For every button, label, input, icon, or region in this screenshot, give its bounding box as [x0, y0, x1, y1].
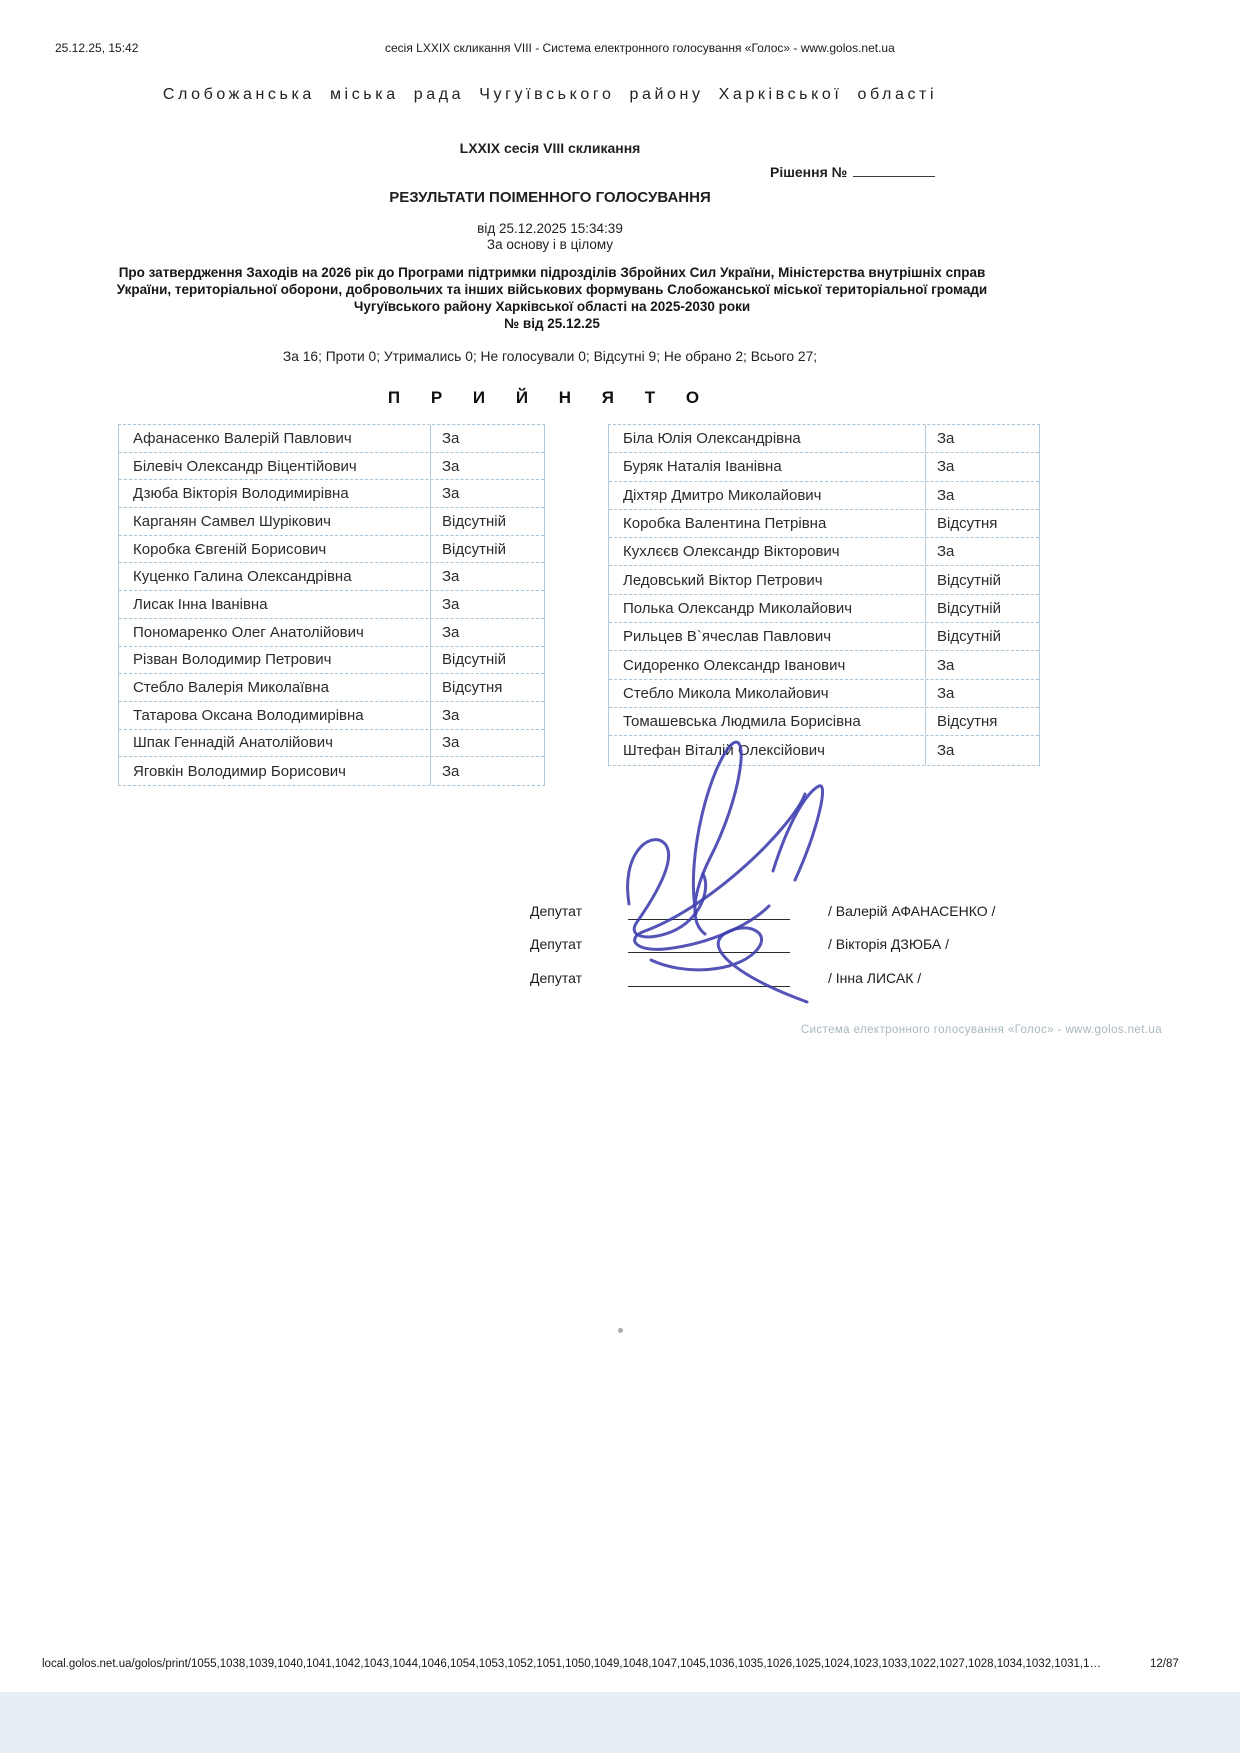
vote-value: За — [937, 486, 955, 504]
page-number: 12/87 — [1150, 1658, 1179, 1670]
vote-value: За — [937, 656, 955, 674]
vote-table-row — [609, 595, 1039, 623]
system-watermark: Система електронного голосування «Голос» - www.golos.net.ua — [800, 1024, 1162, 1036]
vote-table-row — [119, 591, 544, 619]
vote-value: Відсутній — [937, 599, 1001, 617]
vote-table-right — [608, 424, 1040, 766]
vote-value: За — [442, 429, 460, 447]
vote-table-row — [609, 708, 1039, 736]
deputy-name: Рильцев В`ячеслав Павлович — [609, 623, 926, 650]
signer-name: / Валерій АФАНАСЕНКО / — [828, 903, 996, 919]
deputy-name: Різван Володимир Петрович — [119, 647, 431, 674]
deputy-name: Стебло Валерія Миколаївна — [119, 674, 431, 701]
vote-table-row — [119, 563, 544, 591]
vote-value: За — [937, 543, 955, 561]
deputy-name: Карганян Самвел Шурікович — [119, 508, 431, 535]
vote-table-row — [119, 619, 544, 647]
deputy-name: Татарова Оксана Володимирівна — [119, 702, 431, 729]
vote-table-row — [609, 623, 1039, 651]
vote-table-row — [609, 538, 1039, 566]
vote-table-row — [119, 647, 544, 675]
vote-value: Відсутній — [442, 540, 506, 558]
vote-table-row — [609, 680, 1039, 708]
vote-subject-number: № від 25.12.25 — [504, 316, 600, 331]
vote-table-row — [119, 536, 544, 564]
signer-name: / Інна ЛИСАК / — [828, 970, 922, 986]
handwritten-signature — [593, 736, 858, 1006]
deputy-name: Ледовський Віктор Петрович — [609, 566, 926, 593]
vote-subject — [111, 264, 993, 332]
deputy-name: Біла Юлія Олександрівна — [609, 425, 926, 452]
result-status: П Р И Й Н Я Т О — [387, 388, 713, 407]
bottom-band — [0, 1692, 1240, 1753]
deputy-name: Афанасенко Валерій Павлович — [119, 425, 431, 452]
vote-subject-text: Про затвердження Заходів на 2026 рік до Програми підтримки підрозділів Збройних Сил України, Міністерства внутрішніх справ України, територіальної оборони, добровольчих та інших військових формувань Слобожанської міської територіальної громади Чугуївського району Харківської області на 2025-2030 роки — [116, 265, 988, 314]
vote-value: За — [937, 684, 955, 702]
deputy-name: Коробка Валентина Петрівна — [609, 510, 926, 537]
deputy-name: Шпак Геннадій Анатолійович — [119, 730, 431, 757]
vote-value: Відсутня — [937, 713, 998, 731]
deputy-name: Сидоренко Олександр Іванович — [609, 651, 926, 678]
vote-value: За — [442, 485, 460, 503]
deputy-name: Діхтяр Дмитро Миколайович — [609, 482, 926, 509]
deputy-name: Томашевська Людмила Борисівна — [609, 708, 926, 735]
vote-value: Відсутній — [937, 571, 1001, 589]
vote-value: За — [937, 741, 955, 759]
deputy-role-label: Депутат — [530, 903, 582, 919]
vote-table-row — [609, 510, 1039, 538]
vote-value: За — [937, 430, 955, 448]
vote-value: Відсутній — [442, 512, 506, 530]
deputy-name: Білевіч Олександр Віцентійович — [119, 453, 431, 480]
deputy-name: Лисак Інна Іванівна — [119, 591, 431, 618]
vote-table-row — [119, 757, 544, 785]
vote-datetime: від 25.12.2025 15:34:39 — [477, 221, 623, 236]
decision-number-blank — [853, 162, 935, 177]
decision-number-line — [770, 162, 935, 180]
deputy-role-label: Депутат — [530, 936, 582, 952]
deputy-name: Коробка Євгеній Борисович — [119, 536, 431, 563]
vote-table-row — [119, 508, 544, 536]
vote-value: За — [442, 595, 460, 613]
decision-label: Рішення № — [770, 164, 848, 180]
vote-table-row — [609, 651, 1039, 679]
vote-table-row — [609, 566, 1039, 594]
print-header: сесія LXXIX скликання VIII - Система електронного голосування «Голос» - www.golos.net.ua — [385, 41, 895, 55]
deputy-name: Полька Олександр Миколайович — [609, 595, 926, 622]
footer-url: local.golos.net.ua/golos/print/1055,1038,1039,1040,1041,1042,1043,1044,1046,1054,1053,1052,1051,1050,1049,1048,1047,1045,1036,1035,1026,1025,1024,1023,1033,1022,1027,1028,1034,1032,1031,1… — [42, 1658, 1101, 1670]
deputy-name: Кухлєєв Олександр Вікторович — [609, 538, 926, 565]
vote-table-row — [119, 453, 544, 481]
vote-value: За — [442, 623, 460, 641]
signer-name: / Вікторія ДЗЮБА / — [828, 936, 949, 952]
vote-summary: За 16; Проти 0; Утримались 0; Не голосували 0; Відсутні 9; Не обрано 2; Всього 27; — [282, 349, 818, 364]
vote-table-row — [119, 425, 544, 453]
deputy-name: Буряк Наталія Іванівна — [609, 453, 926, 480]
vote-table-row — [119, 730, 544, 758]
vote-value: Відсутня — [442, 679, 503, 697]
deputy-name: Яговкін Володимир Борисович — [119, 757, 431, 785]
vote-basis: За основу і в цілому — [486, 237, 614, 252]
vote-table-row — [609, 482, 1039, 510]
council-title: Слобожанська міська рада Чугуївського району Харківської області — [162, 86, 938, 103]
vote-table-row — [119, 702, 544, 730]
session-title: LXXIX сесія VIII скликання — [459, 140, 641, 156]
scan-speck — [618, 1328, 623, 1333]
vote-value: За — [937, 458, 955, 476]
vote-value: За — [442, 762, 460, 780]
vote-table-row — [119, 674, 544, 702]
deputy-name: Дзюба Вікторія Володимирівна — [119, 480, 431, 507]
deputy-name: Куценко Галина Олександрівна — [119, 563, 431, 590]
vote-table-left — [118, 424, 545, 786]
vote-table-row — [119, 480, 544, 508]
vote-value: За — [442, 457, 460, 475]
vote-value: Відсутня — [937, 515, 998, 533]
deputy-role-label: Депутат — [530, 970, 582, 986]
vote-table-row — [609, 425, 1039, 453]
vote-value: За — [442, 568, 460, 586]
vote-table-row — [609, 453, 1039, 481]
vote-value: Відсутній — [442, 651, 506, 669]
results-title: РЕЗУЛЬТАТИ ПОІМЕННОГО ГОЛОСУВАННЯ — [389, 189, 711, 206]
deputy-name: Штефан Віталій Олексійович — [609, 736, 926, 764]
vote-value: За — [442, 734, 460, 752]
vote-value: За — [442, 706, 460, 724]
print-timestamp: 25.12.25, 15:42 — [55, 41, 139, 55]
deputy-name: Пономаренко Олег Анатолійович — [119, 619, 431, 646]
vote-value: Відсутній — [937, 628, 1001, 646]
deputy-name: Стебло Микола Миколайович — [609, 680, 926, 707]
